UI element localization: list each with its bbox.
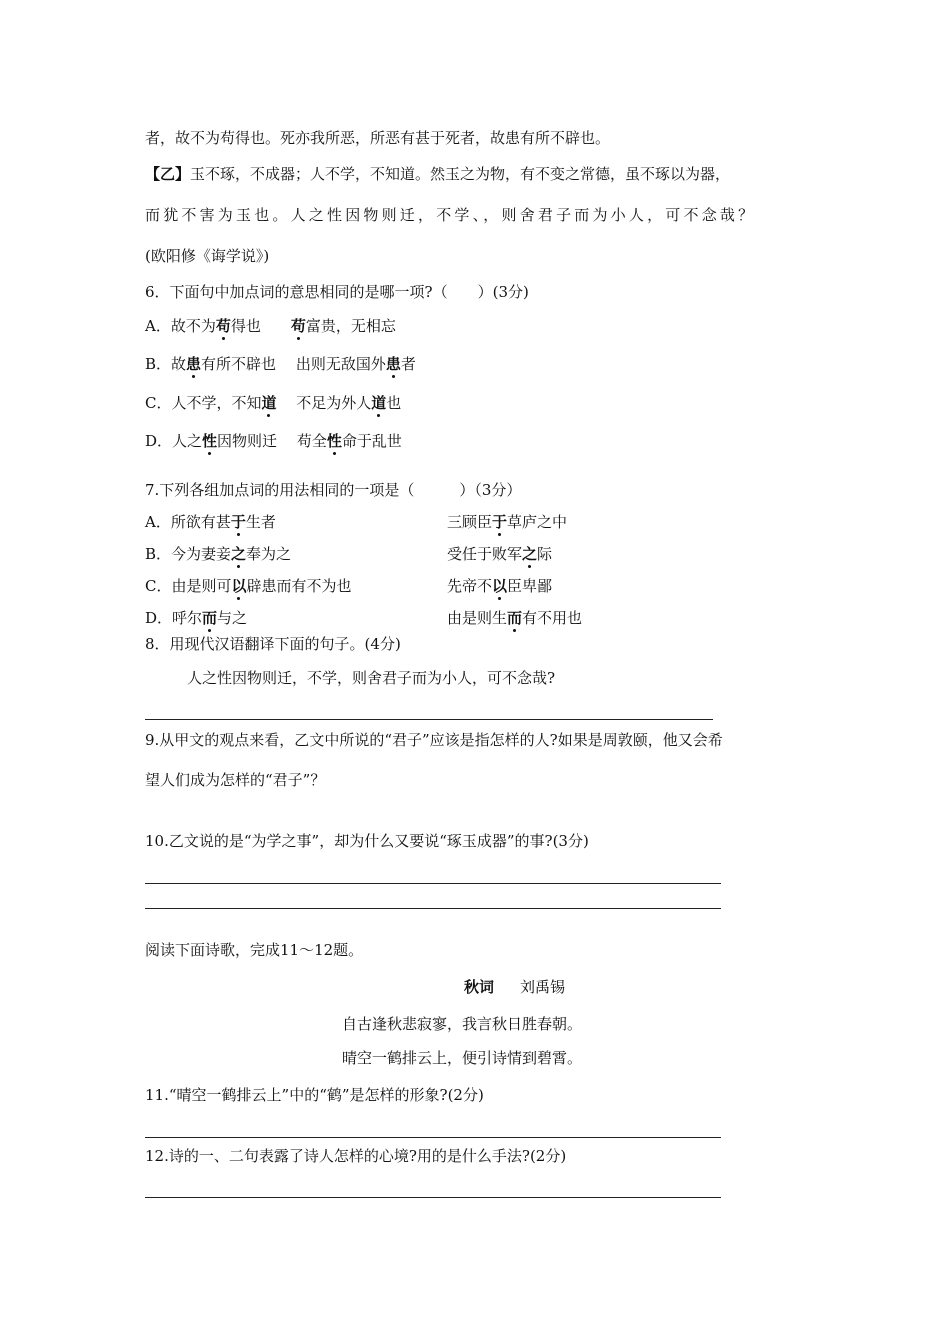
q7-option-d-left: D．呼尔而与之 — [145, 609, 248, 627]
q7-option-a-left: A．所欲有甚于生者 — [145, 513, 276, 531]
q8-stem: 8．用现代汉语翻译下面的句子。(4分) — [145, 635, 401, 653]
passage-line-2-text: 玉不琢，不成器；人不学，不知道。然玉之为物，有不变之常德，虽不琢以为器， — [190, 165, 731, 183]
dotted-word: 性 — [202, 432, 218, 450]
poem-intro: 阅读下面诗歌，完成11～12题。 — [145, 941, 364, 959]
dotted-word: 患 — [385, 355, 401, 373]
q7-option-d-right: 由是则生而有不用也 — [447, 609, 583, 627]
poem-line-2: 晴空一鹤排云上，便引诗情到碧霄。 — [342, 1049, 583, 1067]
q6-option-b: B．故患有所不辟也 出则无敌国外患者 — [145, 355, 416, 373]
q10-stem: 10.乙文说的是“为学之事”，却为什么又要说“琢玉成器”的事?(3分) — [145, 832, 589, 850]
dotted-word: 道 — [261, 394, 277, 412]
dotted-word: 苟 — [290, 317, 306, 335]
q11-stem: 11.“晴空一鹤排云上”中的“鹤”是怎样的形象?(2分) — [145, 1086, 484, 1104]
q7-option-b-right: 受任于败军之际 — [447, 545, 553, 563]
dotted-word: 于 — [230, 513, 246, 531]
answer-line — [145, 719, 713, 720]
dotted-word: 以 — [231, 577, 247, 595]
answer-line — [145, 908, 721, 909]
poem-heading — [464, 977, 565, 997]
dotted-word: 患 — [186, 355, 202, 373]
passage-source: (欧阳修《诲学说》) — [145, 247, 270, 265]
dotted-word: 道 — [371, 394, 387, 412]
dotted-word: 之 — [522, 545, 538, 563]
q8-sentence: 人之性因物则迁，不学，则舍君子而为小人，可不念哉? — [187, 669, 556, 687]
dotted-word: 以 — [492, 577, 508, 595]
passage-line-1: 者，故不为苟得也。死亦我所恶，所恶有甚于死者，故患有所不辟也。 — [145, 129, 611, 147]
q7-stem: 7.下列各组加点词的用法相同的一项是（ ）（3分） — [145, 481, 522, 499]
q9-line-2: 望人们成为怎样的“君子”？ — [145, 771, 326, 789]
q6-option-d: D．人之性因物则迁 苟全性命于乱世 — [145, 432, 402, 450]
q6-option-c: C．人不学，不知道 不足为外人道也 — [145, 394, 402, 412]
yi-tag: 【乙】 — [145, 165, 191, 183]
q9-line-1: 9.从甲文的观点来看，乙文中所说的“君子”应该是指怎样的人?如果是周敦颐，他又会希 — [145, 731, 723, 749]
passage-line-2 — [145, 164, 730, 184]
q7-option-c-right: 先帝不以臣卑鄙 — [447, 577, 553, 595]
passage-line-3: 而犹不害为玉也。人之性因物则迁，不学、，则舍君子而为小人，可不念哉？ — [145, 206, 757, 224]
answer-line — [145, 1197, 721, 1198]
answer-line — [145, 883, 721, 884]
dotted-word: 而 — [202, 609, 218, 627]
dotted-word: 之 — [231, 545, 247, 563]
answer-line — [145, 1137, 721, 1138]
dotted-word: 而 — [507, 609, 523, 627]
dotted-word: 性 — [326, 432, 342, 450]
dotted-word: 苟 — [215, 317, 231, 335]
q7-option-c-left: C．由是则可以辟患而有不为也 — [145, 577, 352, 595]
q7-option-b-left: B．今为妻妾之奉为之 — [145, 545, 292, 563]
q6-option-a: A．故不为苟得也 苟富贵，无相忘 — [145, 317, 396, 335]
poem-author: 刘禹锡 — [520, 978, 566, 996]
q6-stem: 6．下面句中加点词的意思相同的是哪一项?（ ）(3分) — [145, 283, 529, 301]
dotted-word: 于 — [492, 513, 508, 531]
poem-line-1: 自古逢秋悲寂寥，我言秋日胜春朝。 — [342, 1015, 583, 1033]
q7-option-a-right: 三顾臣于草庐之中 — [447, 513, 568, 531]
q12-stem: 12.诗的一、二句表露了诗人怎样的心境?用的是什么手法?(2分) — [145, 1147, 567, 1165]
poem-title: 秋词 — [464, 978, 495, 996]
